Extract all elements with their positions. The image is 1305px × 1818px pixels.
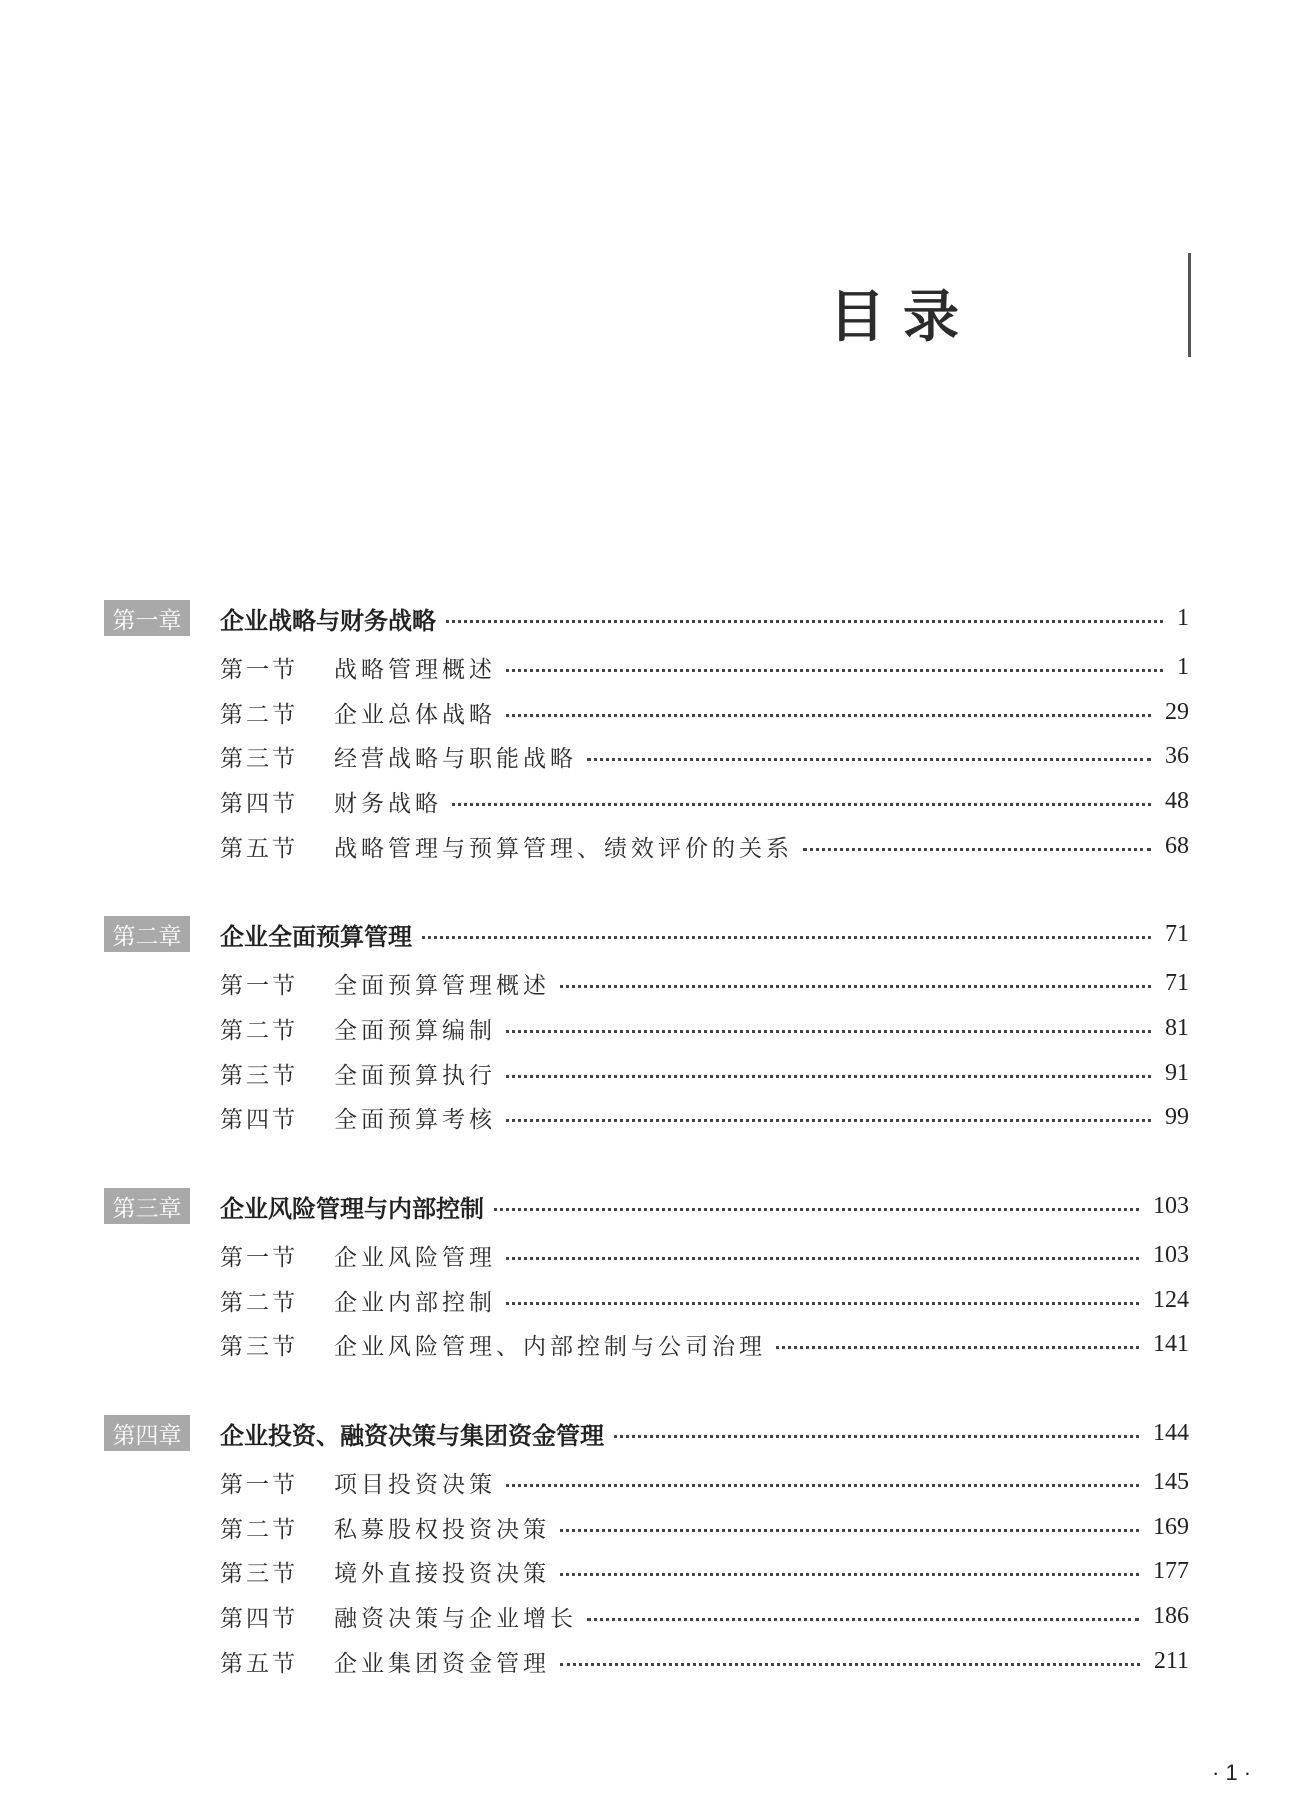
section-label: 第一节	[220, 656, 298, 683]
chapter-block	[104, 912, 1189, 1140]
section-page-number: 91	[1165, 1059, 1189, 1086]
chapter-page-number: 103	[1153, 1192, 1189, 1219]
section-entry[interactable]	[104, 1594, 1189, 1639]
section-label: 第三节	[220, 1561, 298, 1588]
dot-leader	[614, 1435, 1139, 1438]
section-title: 项目投资决策	[334, 1472, 496, 1499]
section-title: 财务战略	[334, 790, 442, 817]
chapter-page-number: 71	[1165, 920, 1189, 947]
chapter-block	[104, 1411, 1189, 1683]
section-page-number: 124	[1153, 1286, 1189, 1313]
section-title: 战略管理与预算管理、绩效评价的关系	[334, 835, 793, 862]
chapter-title: 企业战略与财务战略	[220, 606, 436, 635]
dot-leader	[506, 1302, 1139, 1305]
section-label: 第一节	[220, 973, 298, 1000]
dot-leader	[776, 1346, 1139, 1349]
section-page-number: 48	[1165, 787, 1189, 814]
page-number: · 1 ·	[1212, 1760, 1252, 1785]
section-page-number: 186	[1153, 1603, 1189, 1630]
section-entry[interactable]	[104, 1096, 1189, 1141]
section-title: 私募股权投资决策	[334, 1516, 550, 1543]
chapter-label-badge: 第四章	[104, 1415, 190, 1451]
section-label: 第五节	[220, 835, 298, 862]
dot-leader	[506, 714, 1151, 717]
chapter-label-badge: 第一章	[104, 600, 190, 636]
section-label: 第二节	[220, 1516, 298, 1543]
dot-leader	[494, 1208, 1139, 1211]
chapter-entry[interactable]	[104, 1411, 1189, 1455]
dot-leader	[587, 758, 1151, 761]
section-entry[interactable]	[104, 645, 1189, 690]
chapter-label-badge: 第二章	[104, 916, 190, 952]
dot-leader	[560, 1663, 1140, 1666]
section-title: 全面预算执行	[334, 1062, 496, 1089]
section-label: 第四节	[220, 1107, 298, 1134]
chapter-entry[interactable]	[104, 596, 1189, 640]
dot-leader	[452, 803, 1151, 806]
dot-leader	[446, 620, 1163, 623]
section-page-number: 1	[1177, 653, 1189, 680]
section-label: 第五节	[220, 1650, 298, 1677]
section-entry[interactable]	[104, 1006, 1189, 1051]
section-page-number: 103	[1153, 1242, 1189, 1269]
section-title: 企业风险管理	[334, 1245, 496, 1272]
section-entry[interactable]	[104, 1505, 1189, 1550]
dot-leader	[587, 1618, 1139, 1621]
section-label: 第三节	[220, 1334, 298, 1361]
section-entry[interactable]	[104, 824, 1189, 869]
section-page-number: 99	[1165, 1104, 1189, 1131]
section-entry[interactable]	[104, 734, 1189, 779]
section-entry[interactable]	[104, 1051, 1189, 1096]
dot-leader	[560, 985, 1151, 988]
chapter-block	[104, 596, 1189, 868]
section-page-number: 211	[1153, 1647, 1189, 1674]
section-page-number: 145	[1153, 1469, 1189, 1496]
section-entry[interactable]	[104, 779, 1189, 824]
section-page-number: 177	[1153, 1558, 1189, 1585]
section-label: 第四节	[220, 790, 298, 817]
section-title: 企业集团资金管理	[334, 1650, 550, 1677]
chapter-page-number: 144	[1153, 1419, 1189, 1446]
chapter-entry[interactable]	[104, 1184, 1189, 1228]
dot-leader	[422, 936, 1151, 939]
chapter-title: 企业全面预算管理	[220, 922, 412, 951]
section-entry[interactable]	[104, 1233, 1189, 1278]
section-title: 融资决策与企业增长	[334, 1606, 577, 1633]
section-label: 第一节	[220, 1472, 298, 1499]
section-entry[interactable]	[104, 961, 1189, 1006]
table-of-contents	[104, 596, 1189, 1684]
section-entry[interactable]	[104, 1323, 1189, 1368]
chapter-entry[interactable]	[104, 912, 1189, 956]
section-entry[interactable]	[104, 1460, 1189, 1505]
section-page-number: 36	[1165, 743, 1189, 770]
dot-leader	[506, 1257, 1139, 1260]
chapter-title: 企业风险管理与内部控制	[220, 1194, 484, 1223]
section-page-number: 141	[1153, 1331, 1189, 1358]
section-title: 战略管理概述	[334, 656, 496, 683]
dot-leader	[506, 669, 1163, 672]
section-title: 经营战略与职能战略	[334, 746, 577, 773]
chapter-title: 企业投资、融资决策与集团资金管理	[220, 1421, 604, 1450]
page-title: 目录	[829, 285, 977, 350]
chapter-label-badge: 第三章	[104, 1188, 190, 1224]
section-title: 全面预算编制	[334, 1017, 496, 1044]
section-entry[interactable]	[104, 1278, 1189, 1323]
title-vertical-rule	[1188, 253, 1191, 357]
section-title: 企业风险管理、内部控制与公司治理	[334, 1334, 766, 1361]
section-page-number: 68	[1165, 832, 1189, 859]
dot-leader	[560, 1529, 1139, 1532]
section-page-number: 71	[1165, 970, 1189, 997]
section-label: 第二节	[220, 1017, 298, 1044]
dot-leader	[506, 1030, 1151, 1033]
section-entry[interactable]	[104, 690, 1189, 735]
section-label: 第三节	[220, 1062, 298, 1089]
dot-leader	[803, 848, 1151, 851]
section-label: 第三节	[220, 746, 298, 773]
chapter-page-number: 1	[1177, 604, 1189, 631]
section-entry[interactable]	[104, 1639, 1189, 1684]
section-label: 第一节	[220, 1245, 298, 1272]
section-title: 境外直接投资决策	[334, 1561, 550, 1588]
dot-leader	[560, 1573, 1139, 1576]
section-entry[interactable]	[104, 1550, 1189, 1595]
section-page-number: 29	[1165, 698, 1189, 725]
section-title: 全面预算管理概述	[334, 973, 550, 1000]
section-label: 第四节	[220, 1606, 298, 1633]
dot-leader	[506, 1484, 1139, 1487]
dot-leader	[506, 1075, 1151, 1078]
chapter-block	[104, 1184, 1189, 1367]
dot-leader	[506, 1119, 1151, 1122]
section-page-number: 169	[1153, 1513, 1189, 1540]
section-label: 第二节	[220, 1289, 298, 1316]
section-label: 第二节	[220, 701, 298, 728]
section-title: 全面预算考核	[334, 1107, 496, 1134]
section-title: 企业总体战略	[334, 701, 496, 728]
section-page-number: 81	[1165, 1014, 1189, 1041]
section-title: 企业内部控制	[334, 1289, 496, 1316]
